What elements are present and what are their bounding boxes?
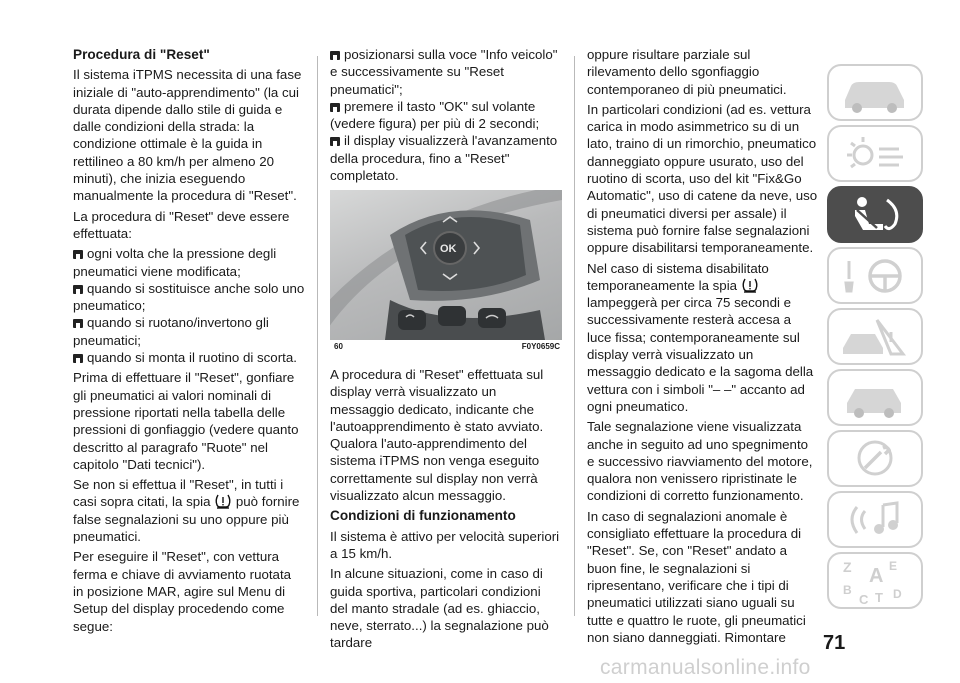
paragraph: Per eseguire il "Reset", con vettura ferma e chiave di avviamento ruotata in posizione MAR, agire sul Menu di Setup del display procedendo come segue:	[73, 549, 292, 634]
tire-pressure-warning-icon	[741, 277, 759, 293]
paragraph: In caso di segnalazioni anomale è consigliato effettuare la procedura di "Reset". Se, con "Reset" andato a buon fine, le segnalazioni si ripresentano, verificare che i tipi di pneumatici utilizzati siano uguali su tutte e quattro le ruote, gli pneumatici non siano danneggiati. Rimontare	[587, 508, 806, 645]
section-heading-reset: Procedura di "Reset"	[73, 47, 210, 62]
paragraph: Se non si effettua il "Reset", in tutti i casi sopra citati, la spia può fornire false segnalazioni su uno oppure più pneumatici.	[73, 477, 300, 545]
svg-text:E: E	[889, 559, 898, 573]
list-item: quando si sostituisce anche solo uno pneumatico;	[73, 280, 305, 314]
list-item: il display visualizzerà l'avanzamento della procedura, fino a "Reset" completato.	[330, 133, 558, 184]
ok-button-label: OK	[440, 243, 457, 255]
index-icon	[829, 554, 921, 607]
paragraph: Nel caso di sistema disabilitato temporaneamente la spia lampeggerà per circa 75 secondi e successivamente resterà accesa a luce fissa; contemporaneamente sul display verrà visualizzato un messaggio dedicato e la sagoma della vettura con i simboli "– –" accanto ad ogni pneumatico.	[587, 260, 814, 414]
svg-text:D: D	[893, 587, 902, 601]
tab-technical-data[interactable]	[827, 430, 923, 487]
tab-driving[interactable]	[827, 247, 923, 304]
paragraph: Tale segnalazione viene visualizzata anche in seguito ad uno spegnimento e successivo riavviamento del motore, qualora non venissero ripristinate le condizioni di corretto funzionamento.	[587, 419, 813, 504]
tab-emergency[interactable]	[827, 308, 923, 365]
tab-multimedia[interactable]	[827, 491, 923, 548]
paragraph: A procedura di "Reset" effettuata sul display verrà visualizzato un messaggio dedicato, indicante che l'autoapprendimento è stato avviato. Qualora l'auto-apprendimento del sistema iTPMS non venga eseguito correttamente sul display non verrà visualizzato alcun messaggio.	[330, 367, 544, 504]
bullet-icon	[330, 51, 340, 60]
car-icon	[829, 66, 921, 119]
list-item: quando si ruotano/invertono gli pneumatici;	[73, 315, 269, 348]
column-divider	[574, 56, 575, 616]
text-column-2	[330, 46, 562, 184]
bullet-icon	[330, 137, 340, 146]
list-item: premere il tasto "OK" sul volante (vedere figura) per più di 2 secondi;	[330, 98, 540, 132]
paragraph: In alcune situazioni, come in caso di guida sportiva, particolari condizioni del manto stradale (ad es. ghiaccio, neve, sterrato...) la segnalazione può tardare	[330, 566, 549, 651]
list-item: ogni volta che la pressione degli pneumatici viene modificata;	[73, 246, 277, 279]
tire-pressure-warning-icon	[214, 493, 232, 509]
page-number: 71	[823, 632, 846, 654]
service-icon	[829, 371, 921, 424]
bullet-icon	[73, 250, 83, 259]
wrench-icon	[829, 432, 921, 485]
paragraph: La procedura di "Reset" deve essere effettuata:	[73, 208, 290, 241]
text-column-2-lower	[330, 366, 562, 655]
svg-text:Z: Z	[843, 559, 852, 575]
bullet-icon	[73, 319, 83, 328]
paragraph: Il sistema è attivo per velocità superiori a 15 km/h.	[330, 528, 560, 561]
tab-warning-lights[interactable]	[827, 125, 923, 182]
list-item: quando si monta il ruotino di scorta.	[73, 349, 305, 366]
paragraph: In particolari condizioni (ad es. vettura carica in modo asimmetrico su di un lato, traino di un rimorchio, pneumatico danneggiato oppure usurato, uso del ruotino di scorta, uso del kit "Fix&Go Automatic", uso di catene da neve, uso di pneumatici diversi per assale) il sistema può fornire false segnalazioni oppure disabilitarsi temporaneamente.	[587, 101, 818, 256]
column-divider	[317, 56, 318, 616]
tab-index[interactable]	[827, 552, 923, 609]
text-column-3	[587, 46, 819, 649]
list-item: posizionarsi sulla voce "Info veicolo" e successivamente su "Reset pneumatici";	[330, 47, 558, 97]
paragraph: Prima di effettuare il "Reset", gonfiare gli pneumatici ai valori nominali di pressione riportati nella tabella delle pressioni di gonfiaggio (vedere quanto descritto al paragrafo "Ruote" nel capitolo "Dati tecnici").	[73, 370, 299, 472]
bullet-icon	[73, 354, 83, 363]
svg-text:C: C	[859, 592, 869, 607]
emergency-icon	[829, 310, 921, 363]
tab-service[interactable]	[827, 369, 923, 426]
bullet-icon	[73, 285, 83, 294]
paragraph: oppure risultare parziale sul rilevamento dello sgonfiaggio contemporaneo di più pneumatici.	[587, 47, 787, 97]
steering-wheel-icon	[829, 249, 921, 302]
multimedia-icon	[829, 493, 921, 546]
text-column-1	[73, 46, 305, 638]
seat-safety-icon	[829, 188, 921, 241]
paragraph: Il sistema iTPMS necessita di una fase iniziale di "auto-apprendimento" (la cui durata dipende dallo stile di guida e dalle condizioni della strada: la condizione ottimale è la guida in rettilineo a 80 km/h per almeno 20 minuti), che inizia eseguendo manualmente la procedura di "Reset".	[73, 67, 302, 204]
steering-wheel-controls-photo	[330, 190, 562, 340]
figure-number: 60	[334, 342, 343, 351]
svg-text:B: B	[843, 583, 852, 597]
bullet-icon	[330, 103, 340, 112]
watermark: carmanualsonline.info	[600, 656, 811, 679]
svg-text:A: A	[869, 565, 884, 587]
section-heading-conditions: Condizioni di funzionamento	[330, 508, 516, 524]
warning-lights-icon	[829, 127, 921, 180]
svg-text:T: T	[875, 590, 883, 605]
figure-code: F0Y0659C	[521, 342, 560, 351]
tab-safety[interactable]	[827, 186, 923, 243]
tab-car[interactable]	[827, 64, 923, 121]
